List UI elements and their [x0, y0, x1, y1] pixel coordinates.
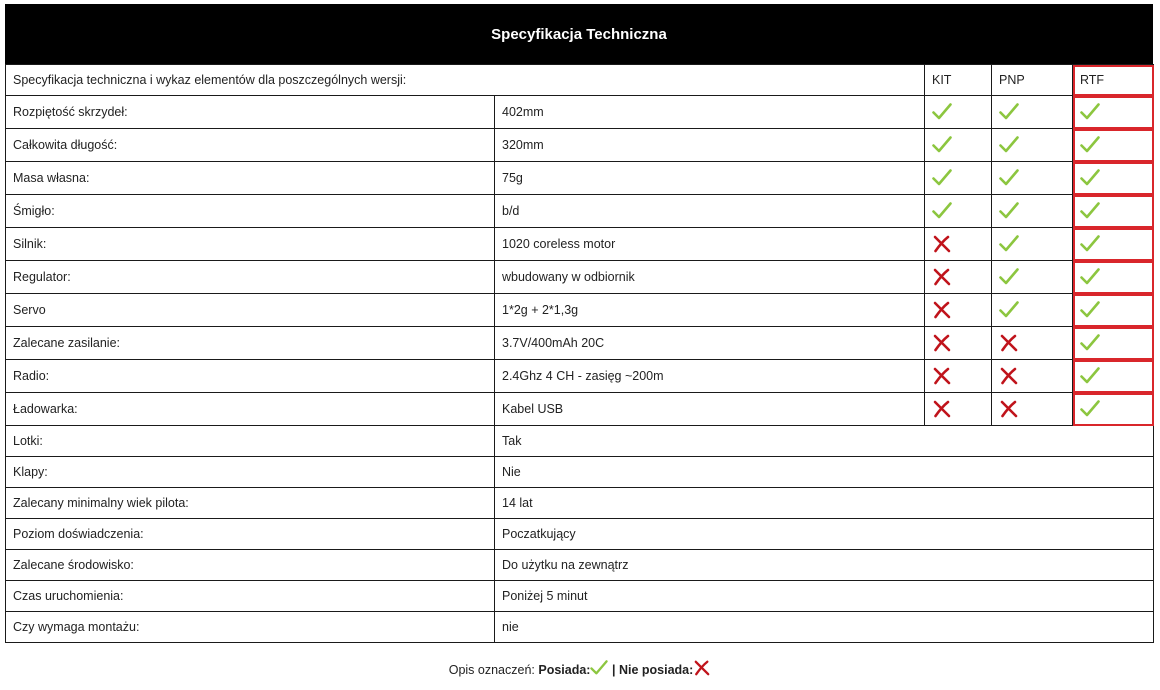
spec-value: 2.4Ghz 4 CH - zasięg ~200m	[495, 360, 925, 393]
spec-row	[6, 327, 1154, 360]
info-row	[6, 426, 1154, 457]
check-icon	[932, 169, 991, 187]
cross-icon	[932, 400, 991, 418]
spec-row	[6, 96, 1154, 129]
availability-pnp	[992, 261, 1073, 294]
check-icon	[999, 169, 1072, 187]
spec-label: Ładowarka:	[6, 393, 495, 426]
availability-kit	[925, 393, 992, 426]
spec-label: Servo	[6, 294, 495, 327]
availability-rtf	[1073, 228, 1154, 261]
spec-row	[6, 228, 1154, 261]
spec-value: 3.7V/400mAh 20C	[495, 327, 925, 360]
legend-prefix: Opis oznaczeń:	[448, 663, 535, 677]
info-label: Czy wymaga montażu:	[6, 612, 495, 643]
version-kit-header: KIT	[925, 65, 992, 96]
spec-row	[6, 129, 1154, 162]
availability-pnp	[992, 162, 1073, 195]
check-icon	[1080, 169, 1153, 187]
check-icon	[1080, 136, 1153, 154]
spec-label: Śmigło:	[6, 195, 495, 228]
availability-rtf	[1073, 327, 1154, 360]
check-icon	[1080, 268, 1153, 286]
availability-rtf	[1073, 129, 1154, 162]
check-icon	[1080, 367, 1153, 385]
cross-icon	[999, 367, 1072, 385]
availability-kit	[925, 96, 992, 129]
spec-value: 75g	[495, 162, 925, 195]
check-icon	[932, 136, 991, 154]
spec-label: Masa własna:	[6, 162, 495, 195]
spec-value: 1*2g + 2*1,3g	[495, 294, 925, 327]
info-value: nie	[495, 612, 1154, 643]
cross-icon	[999, 334, 1072, 352]
info-label: Klapy:	[6, 457, 495, 488]
spec-row	[6, 195, 1154, 228]
check-icon	[932, 103, 991, 121]
cross-icon	[932, 235, 991, 253]
spec-label: Zalecane zasilanie:	[6, 327, 495, 360]
cross-icon	[999, 400, 1072, 418]
info-row	[6, 519, 1154, 550]
spec-table	[5, 64, 1154, 643]
check-icon	[999, 103, 1072, 121]
info-label: Lotki:	[6, 426, 495, 457]
info-row	[6, 550, 1154, 581]
spec-label: Rozpiętość skrzydeł:	[6, 96, 495, 129]
availability-rtf	[1073, 261, 1154, 294]
check-icon	[1080, 103, 1153, 121]
availability-rtf	[1073, 96, 1154, 129]
info-label: Zalecany minimalny wiek pilota:	[6, 488, 495, 519]
info-value: Poczatkujący	[495, 519, 1154, 550]
spec-title: Specyfikacja Techniczna	[491, 25, 667, 43]
info-value: Poniżej 5 minut	[495, 581, 1154, 612]
spec-value: b/d	[495, 195, 925, 228]
spec-row	[6, 294, 1154, 327]
check-icon	[999, 235, 1072, 253]
spec-value: 1020 coreless motor	[495, 228, 925, 261]
availability-pnp	[992, 228, 1073, 261]
spec-label: Całkowita długość:	[6, 129, 495, 162]
availability-rtf	[1073, 162, 1154, 195]
legend-has-label: Posiada:	[538, 663, 591, 677]
check-icon	[932, 202, 991, 220]
version-header-row	[6, 65, 1154, 96]
cross-icon	[932, 301, 991, 319]
legend-separator: |	[611, 663, 616, 677]
availability-rtf	[1073, 294, 1154, 327]
availability-rtf	[1073, 360, 1154, 393]
availability-pnp	[992, 393, 1073, 426]
spec-title-bar	[5, 4, 1153, 64]
spec-label: Radio:	[6, 360, 495, 393]
availability-rtf	[1073, 393, 1154, 426]
info-label: Poziom doświadczenia:	[6, 519, 495, 550]
availability-kit	[925, 129, 992, 162]
info-value: Do użytku na zewnątrz	[495, 550, 1154, 581]
spec-row	[6, 393, 1154, 426]
cross-icon	[932, 367, 991, 385]
version-pnp-header: PNP	[992, 65, 1073, 96]
check-icon	[1080, 301, 1153, 319]
spec-description: Specyfikacja techniczna i wykaz elementów dla poszczególnych wersji:	[6, 65, 925, 96]
availability-pnp	[992, 96, 1073, 129]
availability-pnp	[992, 327, 1073, 360]
availability-pnp	[992, 294, 1073, 327]
availability-pnp	[992, 360, 1073, 393]
spec-value: 402mm	[495, 96, 925, 129]
availability-kit	[925, 261, 992, 294]
availability-kit	[925, 228, 992, 261]
check-icon	[999, 268, 1072, 286]
legend-not-has-label: Nie posiada:	[618, 663, 694, 677]
check-icon	[999, 301, 1072, 319]
spec-row	[6, 360, 1154, 393]
check-icon	[1080, 202, 1153, 220]
availability-kit	[925, 327, 992, 360]
spec-row	[6, 162, 1154, 195]
spec-value: wbudowany w odbiornik	[495, 261, 925, 294]
info-label: Czas uruchomienia:	[6, 581, 495, 612]
availability-pnp	[992, 129, 1073, 162]
info-row	[6, 612, 1154, 643]
check-icon	[1080, 400, 1153, 418]
check-icon	[999, 202, 1072, 220]
check-icon	[1080, 235, 1153, 253]
check-icon	[999, 136, 1072, 154]
info-row	[6, 488, 1154, 519]
info-value: Tak	[495, 426, 1154, 457]
legend	[0, 660, 1160, 679]
info-value: Nie	[495, 457, 1154, 488]
availability-pnp	[992, 195, 1073, 228]
spec-row	[6, 261, 1154, 294]
spec-table-body	[6, 65, 1154, 643]
version-rtf-header: RTF	[1073, 65, 1154, 96]
availability-kit	[925, 195, 992, 228]
info-row	[6, 581, 1154, 612]
info-label: Zalecane środowisko:	[6, 550, 495, 581]
availability-kit	[925, 294, 992, 327]
availability-kit	[925, 162, 992, 195]
availability-kit	[925, 360, 992, 393]
spec-label: Silnik:	[6, 228, 495, 261]
spec-section	[5, 4, 1153, 643]
info-value: 14 lat	[495, 488, 1154, 519]
cross-icon	[932, 334, 991, 352]
availability-rtf	[1073, 195, 1154, 228]
check-icon	[1080, 334, 1153, 352]
cross-icon	[693, 660, 711, 679]
spec-value: 320mm	[495, 129, 925, 162]
info-row	[6, 457, 1154, 488]
check-icon	[590, 660, 608, 679]
spec-value: Kabel USB	[495, 393, 925, 426]
cross-icon	[932, 268, 991, 286]
spec-label: Regulator:	[6, 261, 495, 294]
